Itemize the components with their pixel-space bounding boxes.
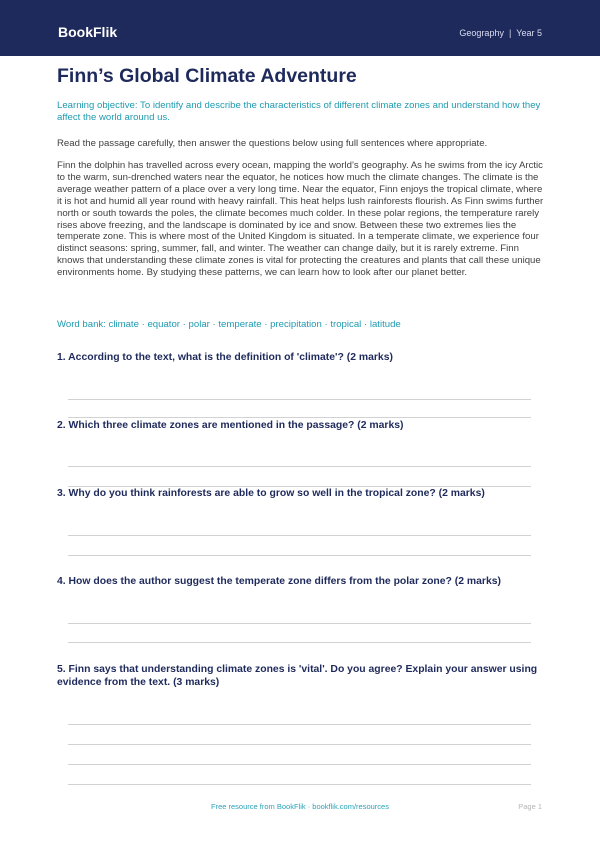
page-number: Page 1 <box>518 802 542 811</box>
question-2: 2. Which three climate zones are mentioned in the passage? (2 marks) <box>57 420 404 431</box>
subject-label <box>459 28 542 38</box>
answer-line[interactable] <box>68 417 531 418</box>
year-level: Year 5 <box>516 28 542 38</box>
footer-link[interactable]: Free resource from BookFlik · bookflik.com/resources <box>211 802 389 811</box>
reading-passage: Finn the dolphin has travelled across every ocean, mapping the world’s geography. As he swims from the icy Arctic to the warm, sun-drenched waters near the equator, he notices how much the climate changes. The climate is the average weather pattern of a place over a very long time. Near the equator, Finn enjoys the tropical climate, where it is hot and humid all year round with heavy rainfall. This heat helps lush rainforests flourish. As Finn swims further north or south towards the poles, the climate becomes much colder. In these polar regions, the temperature rarely rises above freezing, and the landscape is dominated by ice and snow. Between these two extremes lies the temperate zone. This is where most of the United Kingdom is situated. In a temperate climate, we experience four distinct seasons: spring, summer, fall, and winter. The weather can change daily, but it is rarely extreme. Finn knows that understanding these climate zones is vital for protecting the creatures and plants that call these unique environments home. By studying these patterns, we can learn how to look after our planet better. <box>57 160 544 279</box>
learning-objective: Learning objective: To identify and describe the characteristics of different climate zones and understand how they affect the world around us. <box>57 100 541 123</box>
brand-logo: BookFlik <box>58 24 118 40</box>
page-title: Finn’s Global Climate Adventure <box>57 65 357 87</box>
word-bank: Word bank: climate · equator · polar · temperate · precipitation · tropical · latitude <box>57 319 401 330</box>
question-4: 4. How does the author suggest the temperate zone differs from the polar zone? (2 marks) <box>57 576 501 587</box>
question-1: 1. According to the text, what is the definition of 'climate'? (2 marks) <box>57 352 393 363</box>
answer-line[interactable] <box>68 764 531 765</box>
question-3: 3. Why do you think rainforests are able to grow so well in the tropical zone? (2 marks) <box>57 488 485 499</box>
answer-line[interactable] <box>68 555 531 556</box>
subject-name: Geography <box>459 28 504 38</box>
answer-line[interactable] <box>68 784 531 785</box>
answer-line[interactable] <box>68 399 531 400</box>
question-5: 5. Finn says that understanding climate zones is 'vital'. Do you agree? Explain your answer using evidence from the text. (3 marks) <box>57 664 538 688</box>
answer-line[interactable] <box>68 724 531 725</box>
answer-line[interactable] <box>68 744 531 745</box>
header-bar <box>0 0 600 56</box>
answer-line[interactable] <box>68 466 531 467</box>
answer-line[interactable] <box>68 535 531 536</box>
answer-line[interactable] <box>68 623 531 624</box>
subject-separator: | <box>508 28 512 38</box>
instructions: Read the passage carefully, then answer the questions below using full sentences where appropriate. <box>57 138 488 149</box>
answer-line[interactable] <box>68 642 531 643</box>
